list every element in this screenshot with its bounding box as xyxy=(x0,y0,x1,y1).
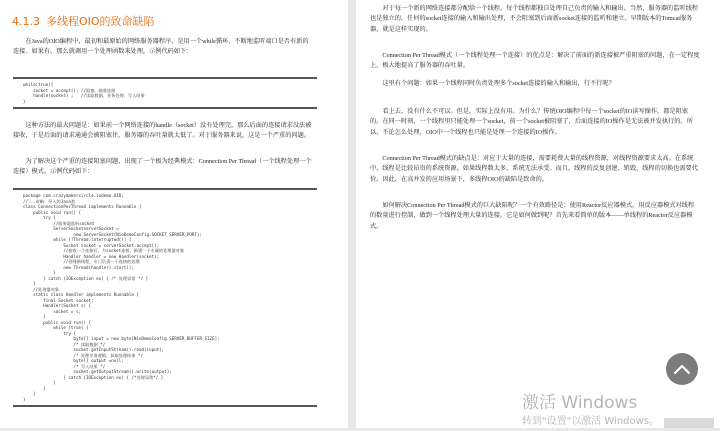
paragraph-oio-intro: 在Java的OIO编程中，最初和最原始的网络服务器程序，是用一个while循环，不断地监听端口是否有新的连接。如果有，那么就调用一个处理函数来处理，示例代码如下： xyxy=(13,38,309,56)
paragraph-disadvantages: Connection Per Thread模式的缺点是：对应于大量的连接，需要耗费大量的线程资源，对线程资源要求太高。在系统中，线程是比较昂贵的系统资源。如果线程数太多，系统无法承受。而且，线程的反复创建、销毁、线程的切换也需要代价。因此，在高并发的应用场景下，多线程OIO的缺陷是致命的。 xyxy=(370,155,698,183)
paragraph-why-not: 看上去，没有什么不可以。但是，实际上没有用。为什么？传统OIO编程中每一个socket的IO读写操作，都是阻塞的。在同一时刻，一个线程里只能处理一个socket，前一个socket被阻塞了，后面连接的IO操作是无法被并发执行的。所以，不论怎么处理，OIO中一个线程也只能是处理一个连接的IO操作。 xyxy=(370,108,693,136)
section-title: 多线程OIO的致命缺陷 xyxy=(46,15,155,28)
watermark-title: 激活 Windows xyxy=(522,393,638,413)
code-block-while-loop xyxy=(13,77,317,109)
paragraph-thread-per-connection: 对于每一个新的网络连接都分配给一个线程。每个线程都独自处理自己负责的输入和输出。当然，服务器的监听线程也是独立的，任何的socket连接的输入和输出处理，不会阻塞到后面新socket连接的监听和建立。早期版本的Tomcat服务器，就是这样实现的。 xyxy=(370,5,698,33)
paragraph-advantages: Connection Per Thread模式（一个线程处理一个连接）的优点是：解决了前面的新连接被严重阻塞的问题，在一定程度上，极大地提高了服务器的吞吐量。 xyxy=(370,52,700,70)
watermark-subtitle: 转到"设置"以激活 Windows。 xyxy=(522,416,660,427)
paragraph-reactor-solution: 如何解决Connection Per Thread模式的巨大缺陷呢？一个有效路径是：使用Reactor反应器模式。用反应器模式对线程的数量进行控制，做到一个线程处理大量的连接。它是如何做到呢？首先来看简单的版本——单线程的Reactor反应器模式。 xyxy=(370,202,695,230)
code-text: while(true){ socket = accept(); //阻塞，接收连接 handle(socket) ; //读取数据、业务处理、写入结果 } xyxy=(23,82,145,104)
section-number: 4.1.3 xyxy=(12,15,40,28)
section-heading xyxy=(12,13,155,29)
chevron-up-icon xyxy=(674,364,690,374)
paragraph-connection-per-thread-intro: 为了解决这个严重的连接阻塞问题，出现了一个极为经典模式：Connection Per Thread（一个线程处理一个连接）模式。示例代码如下： xyxy=(13,158,312,176)
scroll-to-top-button[interactable] xyxy=(666,353,698,385)
taskbar-corner xyxy=(664,418,714,428)
left-page xyxy=(0,0,348,428)
paragraph-question: 这里有个问题：如果一个线程同时负责处理多个socket连接的输入和输出，行不行呢？ xyxy=(382,80,615,87)
windows-activation-watermark xyxy=(522,393,659,431)
code-text: package com.crazymakercircle.iodemo.OIO; //...省略：导入的Java类 class ConnectionPerThread implements Runnable { public void run() { try { //服务器监听socket ServerSocketserverSocket = new ServerSocket(NioDemoConfig.SOCKET_SERVER_PORT); while (!Thread.interrupted()) { Socket socket = serverSocket.accept(); //接收一个连接后，为socket连接，新建一个专属的处理器对象 Handler handler = new Handler(socket); //创建新线程，专门负责一个连接的处理 new Thread(handler).start(); } } catch (IOException ex) { /* 处理异常 */ } } //处理器对象 static class Handler implements Runnable { final Socket socket; Handler(Socket s) { socket = s; } public void run() { while (true) { try { byte[] input = new byte[NioDemoConfig.SERVER_BUFFER_SIZE]; /* 读取数据 */ socket.getInputStream().read(input); /* 处理业务逻辑，获取处理结果 */ byte[] output =null; /* 写入结果 */ socket.getOutputStream().write(output); } catch (IOException ex) { /*处理异常*/ } } } } } xyxy=(23,193,220,402)
code-block-connection-per-thread xyxy=(13,188,317,407)
paragraph-blocking-problem: 这种方法的最大问题是：如果前一个网络连接的handle（socket）没有处理完，那么后面的连接请求没法被接收，于是后面的请求通通会被阻塞住，服务器的吞吐量就太低了。对于服务器来说，这是一个严重的问题。 xyxy=(13,122,312,140)
right-page xyxy=(356,0,720,428)
